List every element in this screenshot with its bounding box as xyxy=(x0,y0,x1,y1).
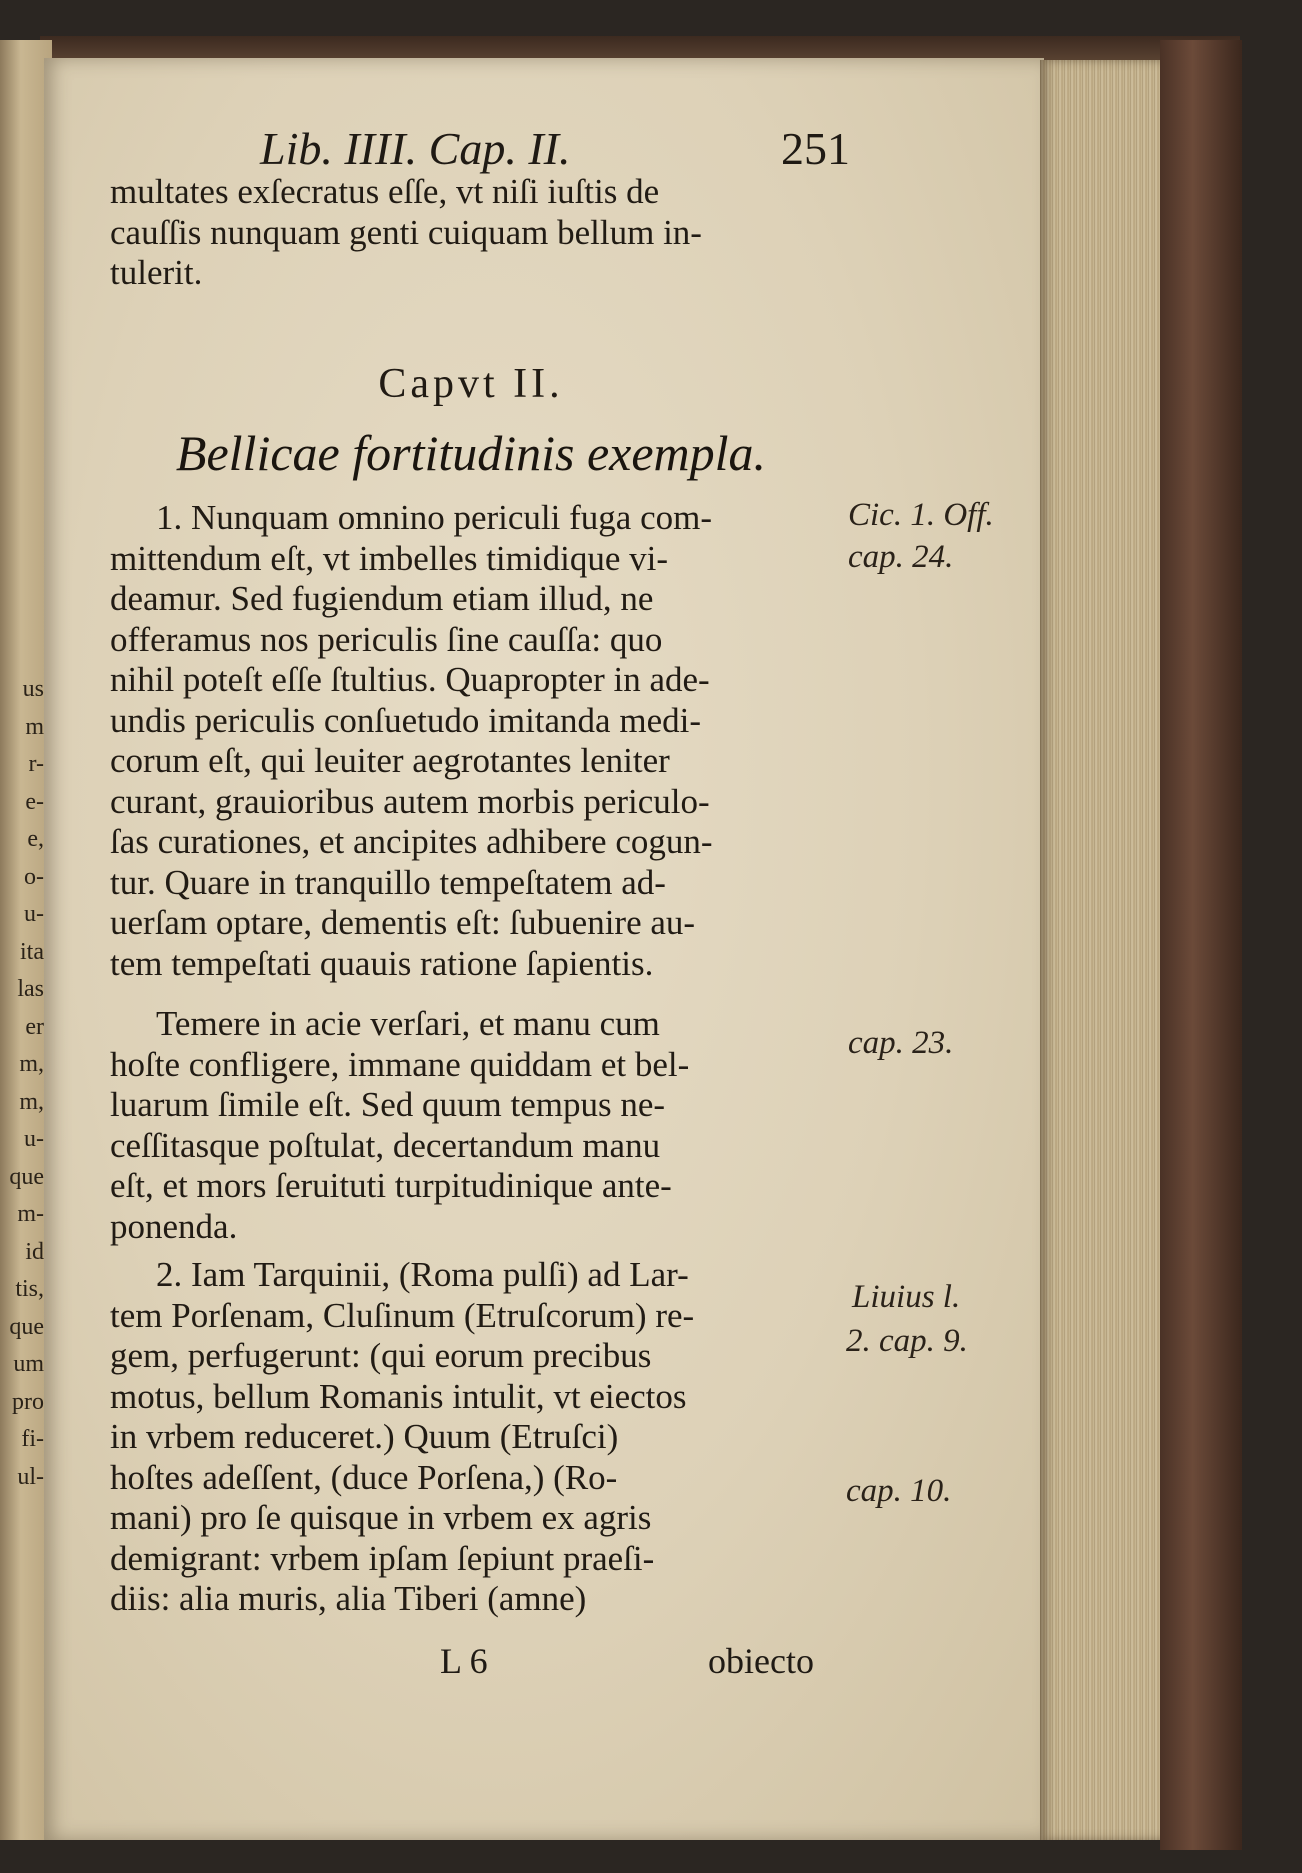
book-cover-edge xyxy=(1160,40,1242,1850)
text-line: hoſte confligere, immane quiddam et bel- xyxy=(110,1044,690,1084)
previous-page-fragment: id xyxy=(25,1238,44,1265)
previous-page-fragment: u- xyxy=(24,1126,44,1152)
previous-page-fragment: fi- xyxy=(21,1426,44,1452)
text-line: multates exſecratus eſſe, vt niſi iuſtis de xyxy=(110,172,660,211)
running-head xyxy=(260,122,850,175)
previous-page-fragment: um xyxy=(13,1351,44,1377)
text-line: tulerit. xyxy=(110,253,203,292)
text-line: undis periculis conſuetudo imitanda medi- xyxy=(110,700,701,740)
previous-page-fragment: e, xyxy=(27,826,44,852)
text-line: diis: alia muris, alia Tiberi (amne) xyxy=(110,1579,587,1618)
text-line: hoſtes adeſſent, (duce Porſena,) (Ro- xyxy=(110,1457,618,1497)
previous-page-fragment: ita xyxy=(20,938,44,965)
running-head-title: Lib. IIII. Cap. II. xyxy=(260,123,571,174)
opening-paragraph xyxy=(110,172,832,294)
paragraph-2 xyxy=(110,1004,832,1247)
text-line: Temere in acie verſari, et manu cum xyxy=(156,1004,660,1043)
previous-page-fragment: m, xyxy=(19,1051,44,1077)
previous-page-fragment: m xyxy=(25,713,44,740)
previous-page-fragment: las xyxy=(17,976,44,1002)
text-line: mittendum eſt, vt imbelles timidique vi- xyxy=(110,538,668,578)
previous-page-fragment: r- xyxy=(28,751,44,777)
text-line: tur. Quare in tranquillo tempeſtatem ad- xyxy=(110,862,666,902)
previous-page-fragment: que xyxy=(9,1313,44,1340)
text-line: ponenda. xyxy=(110,1206,238,1246)
text-line: ceſſitasque poſtulat, decertandum manu xyxy=(110,1125,661,1165)
text-line: nihil poteſt eſſe ſtultius. Quapropter in ade- xyxy=(110,660,710,699)
paragraph-1 xyxy=(110,498,832,984)
text-line: tem Porſenam, Cluſinum (Etruſcorum) re- xyxy=(110,1295,695,1335)
previous-page-fragment: que xyxy=(9,1163,44,1190)
signature-mark: L 6 xyxy=(440,1641,488,1681)
previous-page-fragment: m, xyxy=(19,1088,44,1115)
margin-note-chapter-10: cap. 10. xyxy=(846,1473,952,1509)
previous-page-fragment: tis, xyxy=(15,1276,44,1302)
margin-note-cicero-chapter: cap. 24. xyxy=(848,539,954,575)
previous-page-fragment: pro xyxy=(12,1388,44,1415)
text-line: tem tempeſtati quauis ratione ſapientis. xyxy=(110,943,654,983)
page-number: 251 xyxy=(781,123,850,174)
text-line: offeramus nos periculis ſine cauſſa: quo xyxy=(110,619,663,659)
text-line: 2. Iam Tarquinii, (Roma pulſi) ad Lar- xyxy=(156,1255,689,1294)
text-line: corum eſt, qui leuiter aegrotantes leniter xyxy=(110,741,670,780)
text-line: deamur. Sed fugiendum etiam illud, ne xyxy=(110,579,654,618)
text-line: in vrbem reduceret.) Quum (Etruſci) xyxy=(110,1417,619,1456)
chapter-heading: Capvt II. xyxy=(378,361,564,407)
catchword: obiecto xyxy=(708,1641,814,1681)
previous-page-fragment: u- xyxy=(24,901,44,927)
margin-note-livius: Liuius l. xyxy=(852,1279,961,1315)
text-line: gem, perfugerunt: (qui eorum precibus xyxy=(110,1336,652,1375)
text-line: ſas curationes, et ancipites adhibere cogun- xyxy=(110,822,713,861)
page-block-edge xyxy=(1040,60,1168,1840)
previous-page-fragment: m- xyxy=(17,1201,44,1227)
text-line: cauſſis nunquam genti cuiquam bellum in- xyxy=(110,212,702,252)
text-line: uerſam optare, dementis eſt: ſubuenire au- xyxy=(110,903,696,942)
margin-note-livius-chapter: 2. cap. 9. xyxy=(846,1323,968,1359)
text-line: 1. Nunquam omnino periculi fuga com- xyxy=(156,498,712,537)
text-line: eſt, et mors ſeruituti turpitudinique ante- xyxy=(110,1166,672,1205)
previous-page-fragment: er xyxy=(25,1013,44,1040)
margin-note-chapter-23: cap. 23. xyxy=(848,1025,954,1061)
margin-note-cicero: Cic. 1. Off. xyxy=(848,497,994,533)
paragraph-3 xyxy=(110,1255,832,1620)
text-line: motus, bellum Romanis intulit, vt eiectos xyxy=(110,1376,687,1416)
previous-page-fragment: ul- xyxy=(17,1463,44,1490)
text-line: demigrant: vrbem ipſam ſepiunt praeſi- xyxy=(110,1538,655,1578)
previous-page-fragment: us xyxy=(22,676,44,702)
text-line: luarum ſimile eſt. Sed quum tempus ne- xyxy=(110,1085,666,1124)
text-line: curant, grauioribus autem morbis periculo- xyxy=(110,781,710,821)
text-line: mani) pro ſe quisque in vrbem ex agris xyxy=(110,1498,652,1537)
chapter-subtitle: Bellicae fortitudinis exempla. xyxy=(175,425,767,481)
previous-page-fragment: e- xyxy=(25,788,44,815)
previous-page-fragment: o- xyxy=(24,863,44,890)
